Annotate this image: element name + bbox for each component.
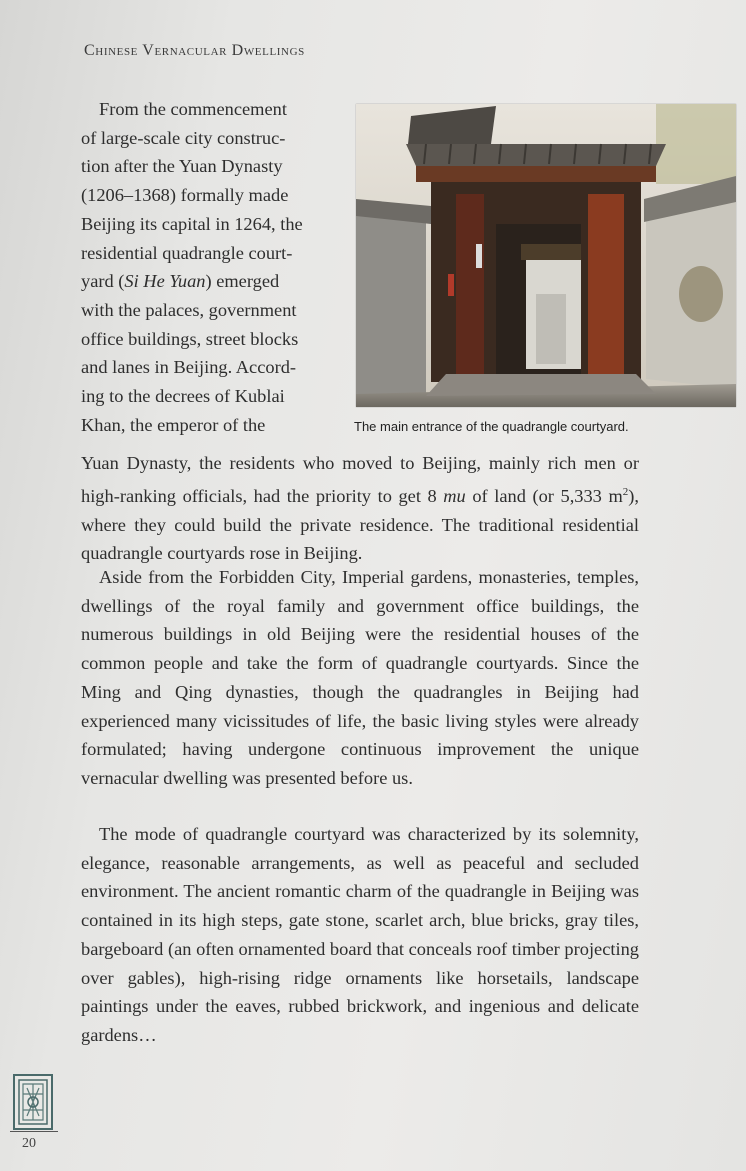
text-fragment: Yuan Dynasty, the residents who moved to Beijing, mainly rich men or high-ranking officials, had the priority to get 8 [81,453,639,506]
text-line: (1206–1368) formally made [81,185,289,206]
text-fragment: yard ( [81,271,125,292]
italic-term: Si He Yuan [124,271,206,292]
paragraph-text: The mode of quadrangle courtyard was characterized by its solemnity, elegance, reasonable arrangements, as well as peaceful and secluded environment. The ancient romantic charm of the quadrangle in Beijing was contained in its high steps, gate stone, scarlet arch, blue bricks, gray tiles, bargeboard (an often ornamented board that conceals roof timber projecting over gables), high-rising ridge ornaments like horsetails, landscape paintings under the eaves, rubbed brickwork, and ingenious and delicate gardens… [81,824,639,1045]
paragraph-text [81,449,639,568]
figure-caption: The main entrance of the quadrangle courtyard. [354,419,629,434]
paragraph-text: Aside from the Forbidden City, Imperial gardens, monasteries, temples, dwellings of the royal family and government office buildings, the numerous buildings in old Beijing were the residential houses of the common people and take the form of quadrangle courtyards. Since the Ming and Qing dynasties, though the quadrangles in Beijing had experienced many vicissitudes of life, the basic living styles were already formulated; having undergone continuous improvement the unique vernacular dwelling was presented before us. [81,567,639,788]
text-line: ing to the decrees of Kublai [81,386,285,407]
text-line: and lanes in Beijing. Accord- [81,357,297,378]
superscript: 2 [622,485,629,498]
paragraph-3 [81,820,639,1050]
text-line: residential quadrangle court- [81,242,293,263]
text-line: office buildings, street blocks [81,328,299,349]
lattice-ornament-icon [13,1074,53,1130]
text-line: of large-scale city construc- [81,127,286,148]
paragraph-1-narrow [81,95,336,439]
page-number: 20 [22,1136,36,1151]
text-fragment: ), where they could build the private residence. The traditional residential quadrangle courtyards rose in Beijing. [81,485,639,564]
running-header: Chinese Vernacular Dwellings [84,42,305,59]
text-line: with the palaces, government [81,299,297,320]
text-line: tion after the Yuan Dynasty [81,156,283,177]
italic-term: mu [443,485,466,506]
text-line: From the commencement [99,99,287,119]
text-line: Khan, the emperor of the [81,414,266,435]
courtyard-gate-photo [356,104,736,407]
paragraph-1-continued [81,449,639,568]
footer-rule [10,1131,58,1132]
text-line: Beijing its capital in 1264, the [81,213,303,234]
text-line [81,267,336,296]
text-fragment: of land (or 5,333 m [465,485,623,506]
paragraph-2 [81,563,639,793]
text-fragment: ) emerged [205,271,280,292]
